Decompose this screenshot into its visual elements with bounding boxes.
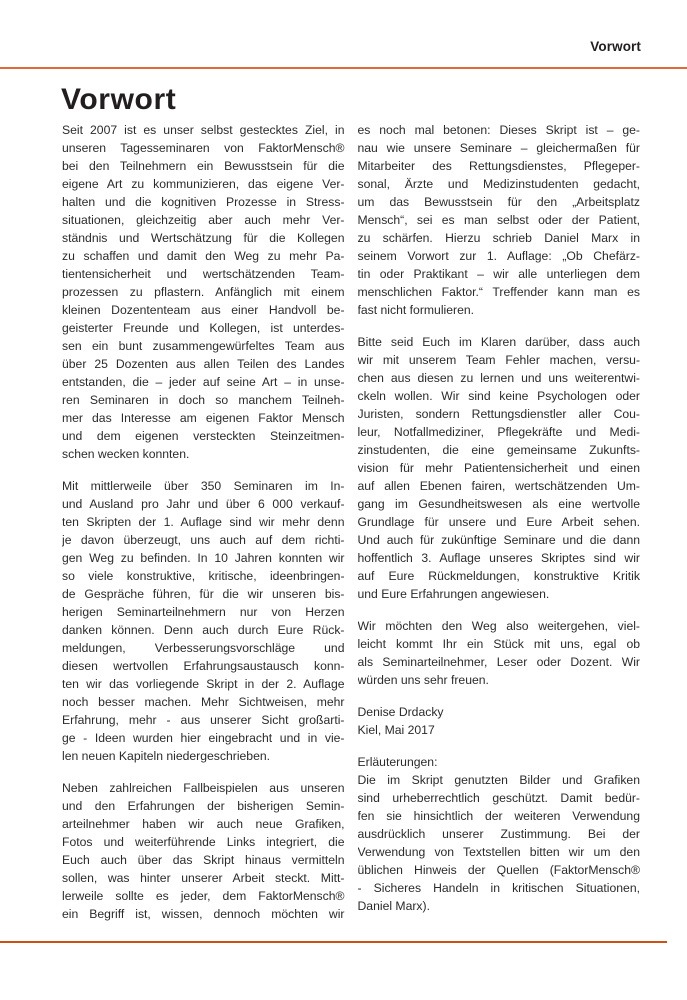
text-line: nau wie unsere Seminare – gleichermaßen für xyxy=(357,141,640,155)
text-line: ren Seminaren in doch so manchem Teilneh- xyxy=(62,393,345,407)
text-line: Erfahrung, mehr - aus unserer Sicht großarti- xyxy=(62,713,345,727)
text-line: ständnis und Wertschätzung für die Kollegen xyxy=(62,231,345,245)
text-line: so viele konstruktive, kritische, ideenbringen- xyxy=(62,569,345,583)
text-line: prozessen zu pflastern. Anfänglich mit einem xyxy=(62,285,345,299)
text-line: und Ausland pro Jahr und über 6 000 verkauf- xyxy=(62,497,345,511)
text-line: diesen wertvollen Erfahrungsaustausch konn- xyxy=(62,659,345,673)
text-line: menschlichen Faktor.“ Treffender kann man es xyxy=(357,285,640,299)
text-line: üblichen Hinweis der Quellen (FaktorMensch® xyxy=(357,863,640,877)
text-line: halten und die kognitiven Prozesse in Stress- xyxy=(62,195,345,209)
footer-rule xyxy=(0,941,667,943)
text-line: bei den Teilnehmern ein Bewusstsein für die xyxy=(62,159,345,173)
text-line: ge - Ideen wurden hier eingebracht und in vie- xyxy=(62,731,345,745)
paragraph-gap xyxy=(358,603,641,617)
text-line: sollen, was hinter unserer Arbeit steckt. Mitt- xyxy=(62,871,345,885)
text-line: eigene Art zu kommunizieren, das eigene Ver- xyxy=(62,177,345,191)
text-line: kleinen Dozententeam aus einer Handvoll be- xyxy=(62,303,345,317)
text-line: leur, Notfallmediziner, Pflegekräfte und Medi- xyxy=(357,425,640,439)
running-header-title: Vorwort xyxy=(590,39,641,54)
text-line: arteilnehmer haben wir auch neue Grafiken, xyxy=(62,817,345,831)
text-line: es noch mal betonen: Dieses Skript ist – ge- xyxy=(357,123,640,137)
text-line: noch besser machen. Mehr Sichtweisen, mehr xyxy=(62,695,345,709)
text-line: tin oder Praktikant – wir alle unterliegen dem xyxy=(357,267,640,281)
text-line: auf Eure Rückmeldungen, konstruktive Kritik xyxy=(357,569,640,583)
text-line: vision für mehr Patientensicherheit und einen xyxy=(357,461,640,475)
text-line: um das Bewusstsein für den „Arbeitsplatz xyxy=(357,195,640,209)
text-line: herigen Seminarteilnehmern nur von Herzen xyxy=(62,605,345,619)
text-line: gen Weg zu befinden. In 10 Jahren konnten wir xyxy=(62,551,345,565)
text-line: unseren Tagesseminaren von FaktorMensch® xyxy=(62,141,345,155)
text-line: zu schaffen und damit den Weg zu mehr Pa- xyxy=(62,249,345,263)
text-line: len neuen Kapiteln niedergeschrieben. xyxy=(62,749,271,763)
text-line: ten wir das vorliegende Skript in der 2. Auflage xyxy=(62,677,345,691)
column-left xyxy=(62,121,345,923)
text-line: Juristen, sondern Rettungsdienstler aller Cou- xyxy=(357,407,640,421)
text-line: Fotos und weiterführende Links integriert, die xyxy=(62,835,345,849)
text-line: zu schärfen. Hierzu schrieb Daniel Marx in xyxy=(357,231,640,245)
text-line: sind urheberrechtlich geschützt. Damit bedür- xyxy=(357,791,640,805)
text-line: entstanden, die – jeder auf seine Art – in unse- xyxy=(62,375,345,389)
paragraph-gap xyxy=(62,765,345,779)
text-line: und dem eigenen versteckten Steinzeitmen- xyxy=(62,429,345,443)
text-line: leicht kommt Ihr ein Stück mit uns, egal ob xyxy=(357,637,640,651)
text-line: und Eure Erfahrungen angewiesen. xyxy=(357,587,550,601)
text-line: ckeln wollen. Wir sind keine Psychologen oder xyxy=(357,389,640,403)
page-title: Vorwort xyxy=(61,83,177,116)
text-line: Bitte seid Euch im Klaren darüber, dass auch xyxy=(357,335,640,349)
text-line: fast nicht formulieren. xyxy=(357,303,475,317)
text-line: Denise Drdacky xyxy=(357,705,444,719)
text-line: Mit mittlerweile über 350 Seminaren im In- xyxy=(62,479,345,493)
text-line: situationen, gleichzeitig aber auch mehr Ver- xyxy=(62,213,345,227)
paragraph-gap xyxy=(358,319,641,333)
text-line: Euch auch über das Skript hinaus vermitteln xyxy=(62,853,345,867)
text-line: ausdrücklich unserer Zustimmung. Bei der xyxy=(357,827,640,841)
text-line: Mensch“, sei es man selbst oder der Patient, xyxy=(357,213,640,227)
paragraph-gap xyxy=(358,689,641,703)
text-line: Die im Skript genutzten Bilder und Grafiken xyxy=(357,773,640,787)
text-line: Grundlage für unsere und Eure Arbeit sehen. xyxy=(357,515,640,529)
paragraph-gap xyxy=(62,463,345,477)
text-line: chen aus diesen zu lernen und uns weiterentwi- xyxy=(357,371,640,385)
text-line: ten Skripten der 1. Auflage sind wir mehr denn xyxy=(62,515,345,529)
text-line: mer das Interesse am eigenen Faktor Mensch xyxy=(62,411,345,425)
text-line: Erläuterungen: xyxy=(357,755,438,769)
text-line: gang im Gesundheitswesen als eine wertvolle xyxy=(357,497,640,511)
header-rule xyxy=(0,67,687,69)
text-line: Daniel Marx). xyxy=(357,899,430,913)
content-columns xyxy=(62,121,640,923)
text-line: fen sie hinsichtlich der weiteren Verwendung xyxy=(357,809,640,823)
text-line: hoffentlich 3. Auflage unseres Skriptes sind wir xyxy=(357,551,640,565)
text-line: Kiel, Mai 2017 xyxy=(357,723,435,737)
text-line: seinem Vorwort zur 1. Auflage: „Ob Chefärz- xyxy=(357,249,640,263)
text-line: de Gespräche führen, für die wir unseren bis- xyxy=(62,587,345,601)
text-line: - Sicheres Handeln in kritischen Situationen, xyxy=(357,881,640,895)
text-line: danken können. Denn auch durch Eure Rück- xyxy=(62,623,345,637)
text-line: Verwendung von Textstellen bitten wir um den xyxy=(357,845,640,859)
text-line: tientensicherheit und wertschätzenden Team- xyxy=(62,267,345,281)
text-line: Neben zahlreichen Fallbeispielen aus unseren xyxy=(62,781,345,795)
text-line: sen ein bunt zusammengewürfeltes Team aus xyxy=(62,339,345,353)
text-line: über 25 Dozenten aus allen Teilen des Landes xyxy=(62,357,345,371)
text-line: sonal, Ärzte und Medizinstudenten gedacht, xyxy=(357,177,640,191)
text-line: Wir möchten den Weg also weitergehen, viel- xyxy=(357,619,640,633)
paragraph-gap xyxy=(358,739,641,753)
text-line: Und auch für zukünftige Seminare und die dann xyxy=(357,533,640,547)
text-line: auf allen Ebenen fairen, wertschätzenden Um- xyxy=(357,479,640,493)
text-line: würden uns sehr freuen. xyxy=(357,673,489,687)
text-line: als Seminarteilnehmer, Leser oder Dozent. Wir xyxy=(357,655,640,669)
text-line: schen wecken konnten. xyxy=(62,447,190,461)
text-line: lerweile sollte es jeder, dem FaktorMensch® xyxy=(62,889,345,903)
text-line: und den Erfahrungen der bisherigen Semin- xyxy=(62,799,345,813)
text-line: zinstudenten, die eine gemeinsame Zukunfts- xyxy=(357,443,640,457)
column-right xyxy=(358,121,641,923)
text-line: je davon überzeugt, uns auch auf dem richti- xyxy=(62,533,345,547)
text-line: wir mit unserem Team Fehler machen, versu- xyxy=(357,353,640,367)
text-line: Seit 2007 ist es unser selbst gestecktes Ziel, in xyxy=(62,123,345,137)
text-line: geisterter Freunde und Kollegen, ist unterdes- xyxy=(62,321,345,335)
text-line: Mitarbeiter des Rettungsdienstes, Pflegeper- xyxy=(357,159,640,173)
text-line: meldungen, Verbesserungsvorschläge und xyxy=(62,641,345,655)
text-line: ein Begriff ist, wissen, dennoch möchten wir xyxy=(62,907,345,921)
